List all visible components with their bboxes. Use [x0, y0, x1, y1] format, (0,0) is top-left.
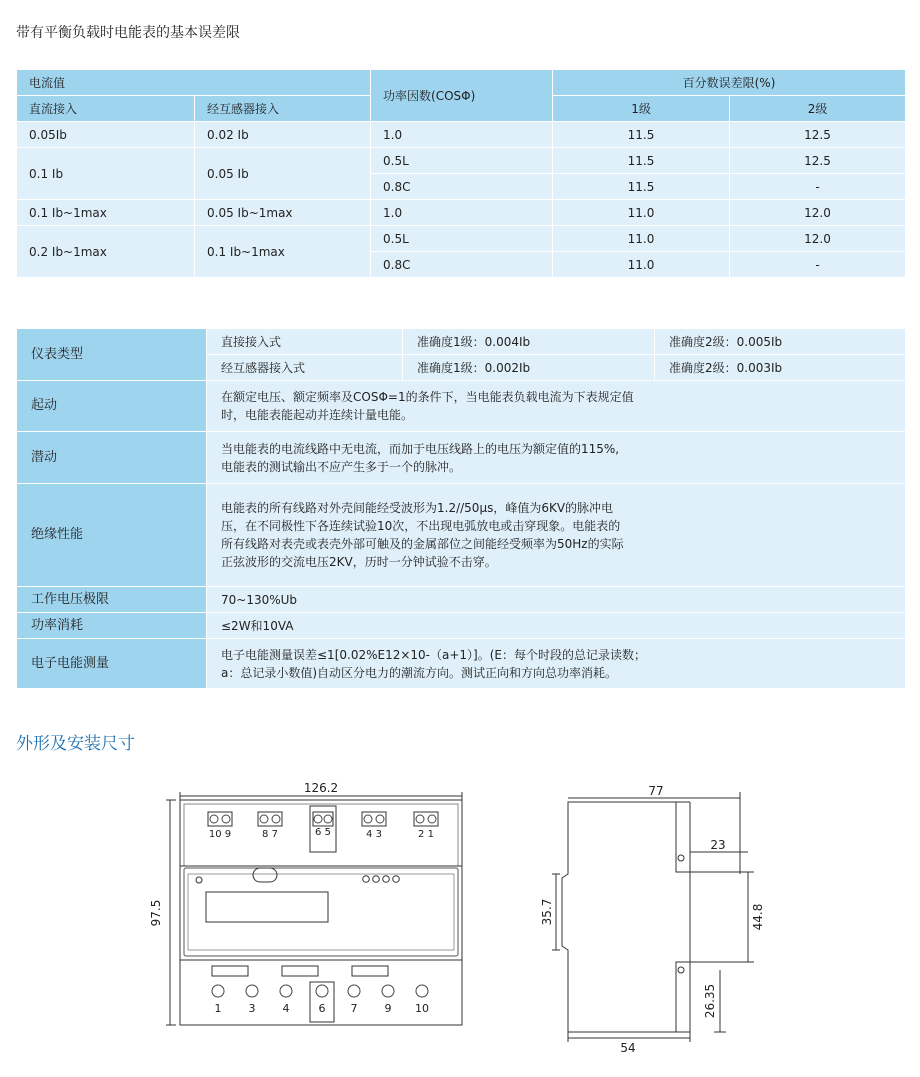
bottom-terminal-label: 9 [384, 1002, 392, 1015]
direct-acc-1: 准确度1级：0.004Ib [403, 329, 655, 355]
cell-pf: 0.8C [371, 252, 553, 278]
label-power-consumption: 功率消耗 [17, 613, 207, 639]
header-power-factor: 功率因数(COSΦ) [371, 70, 553, 122]
cell-class-2: - [730, 252, 906, 278]
cell-ct: 0.02 Ib [195, 122, 371, 148]
header-class-2: 2级 [730, 96, 906, 122]
insulation-line-3: 所有线路对表壳或表壳外部可触及的金属部位之间能经受频率为50Hz的实际 [221, 537, 624, 551]
dimension-drawing [0, 770, 920, 1070]
spec-table [16, 328, 906, 689]
dim-side-lower-height: 26.35 [703, 983, 717, 1019]
ct-acc-2: 准确度2级：0.003Ib [655, 355, 906, 381]
cell-class-1: 11.5 [553, 122, 730, 148]
cell-direct: 0.1 Ib~1max [17, 200, 195, 226]
cell-pf: 0.8C [371, 174, 553, 200]
table-caption: 带有平衡负载时电能表的基本误差限 [16, 25, 240, 41]
direct-type: 直接接入式 [207, 329, 403, 355]
label-insulation: 绝缘性能 [17, 484, 207, 587]
electronic-measurement-value [207, 639, 906, 689]
dim-side-right-height: 44.8 [751, 903, 765, 931]
creep-line-1: 当电能表的电流线路中无电流，而加于电压线路上的电压为额定值的115%, [221, 441, 620, 456]
cell-class-2: 12.5 [730, 148, 906, 174]
label-start: 起动 [17, 381, 207, 432]
start-line-2: 时，电能表能起动并连续计量电能。 [221, 408, 414, 422]
cell-ct: 0.1 Ib~1max [195, 226, 371, 278]
header-class-1: 1级 [553, 96, 730, 122]
led-2 [373, 876, 380, 883]
insulation-line-2: 压，在不同极性下各连续试验10次，不出现电弧放电或击穿现象。电能表的 [221, 519, 621, 533]
cell-class-1: 11.5 [553, 174, 730, 200]
direct-acc-2: 准确度2级：0.005Ib [655, 329, 906, 355]
power-consumption-value: ≤2W和10VA [207, 613, 906, 639]
dim-side-left-height: 35.7 [540, 898, 554, 926]
led-1 [363, 876, 370, 883]
insulation-value [207, 484, 906, 587]
top-terminal-label: 4 3 [366, 829, 382, 840]
bottom-slot-1 [212, 966, 248, 976]
cell-class-1: 11.0 [553, 252, 730, 278]
top-terminal-label: 6 5 [315, 827, 331, 838]
bottom-terminal-label: 10 [415, 1002, 429, 1015]
bottom-terminal-label: 7 [350, 1002, 358, 1015]
led-3 [383, 876, 390, 883]
bottom-slot-3 [352, 966, 388, 976]
bottom-terminal-label: 1 [214, 1002, 222, 1015]
dim-front-height: 97.5 [149, 899, 163, 927]
dim-side-step: 23 [710, 838, 726, 852]
ct-type: 经互感器接入式 [207, 355, 403, 381]
cell-pf: 1.0 [371, 200, 553, 226]
cell-pf: 0.5L [371, 226, 553, 252]
cell-pf: 0.5L [371, 148, 553, 174]
emeas-line-1: 电子电能测量误差≤1[0.02%E12×10-（a+1）]。(E：每个时段的总记录读数； [221, 647, 646, 662]
bottom-terminal-label: 4 [282, 1002, 290, 1015]
cell-class-1: 11.0 [553, 200, 730, 226]
oval-window [253, 868, 277, 882]
table-row [17, 200, 906, 226]
dim-side-depth-top: 77 [648, 784, 664, 798]
cell-direct: 0.2 Ib~1max [17, 226, 195, 278]
start-value [207, 381, 906, 432]
dim-front-width: 126.2 [303, 781, 339, 795]
dim-side-depth-bottom: 54 [620, 1041, 636, 1055]
bottom-terminal-label: 6 [318, 1002, 326, 1015]
cell-class-1: 11.5 [553, 148, 730, 174]
header-direct: 直流接入 [17, 96, 195, 122]
label-creep: 潜动 [17, 432, 207, 484]
top-terminal-label: 10 9 [208, 829, 232, 840]
cell-pf: 1.0 [371, 122, 553, 148]
label-electronic-measurement: 电子电能测量 [17, 639, 207, 689]
start-line-1: 在额定电压、额定频率及COSΦ=1的条件下，当电能表负载电流为下表规定值 [221, 390, 634, 404]
bottom-slot-2 [282, 966, 318, 976]
led-4 [393, 876, 400, 883]
insulation-line-4: 正弦波形的交流电压2KV，历时一分钟试验不击穿。 [221, 555, 497, 569]
section-title: 外形及安装尺寸 [16, 734, 135, 754]
table-row [17, 148, 906, 174]
lcd-window [206, 892, 328, 922]
cell-ct: 0.05 Ib [195, 148, 371, 200]
cell-class-2: 12.0 [730, 226, 906, 252]
cell-direct: 0.1 Ib [17, 148, 195, 200]
cell-class-1: 11.0 [553, 226, 730, 252]
header-ct: 经互感器接入 [195, 96, 371, 122]
error-limit-table [16, 69, 906, 278]
creep-value [207, 432, 906, 484]
header-current: 电流值 [17, 70, 371, 96]
top-terminal-label: 8 7 [262, 829, 278, 840]
side-view-outline [562, 802, 690, 1032]
cell-class-2: 12.5 [730, 122, 906, 148]
label-voltage-limit: 工作电压极限 [17, 587, 207, 613]
table-row [17, 226, 906, 252]
voltage-limit-value: 70~130%Ub [207, 587, 906, 613]
cell-ct: 0.05 Ib~1max [195, 200, 371, 226]
top-terminal-label: 2 1 [418, 829, 434, 840]
label-meter-type: 仪表类型 [17, 329, 207, 381]
cell-class-2: - [730, 174, 906, 200]
table-row [17, 122, 906, 148]
ct-acc-1: 准确度1级：0.002Ib [403, 355, 655, 381]
bottom-terminal-label: 3 [248, 1002, 256, 1015]
cell-direct: 0.05Ib [17, 122, 195, 148]
cell-class-2: 12.0 [730, 200, 906, 226]
creep-line-2: 电能表的测试输出不应产生多于一个的脉冲。 [221, 459, 462, 474]
emeas-line-2: a：总记录小数值)自动区分电力的潮流方向。测试正向和方向总功率消耗。 [221, 665, 618, 680]
header-error-limit: 百分数误差限(%) [553, 70, 906, 96]
insulation-line-1: 电能表的所有线路对外壳间能经受波形为1.2//50μs，峰值为6KV的脉冲电 [221, 501, 614, 515]
